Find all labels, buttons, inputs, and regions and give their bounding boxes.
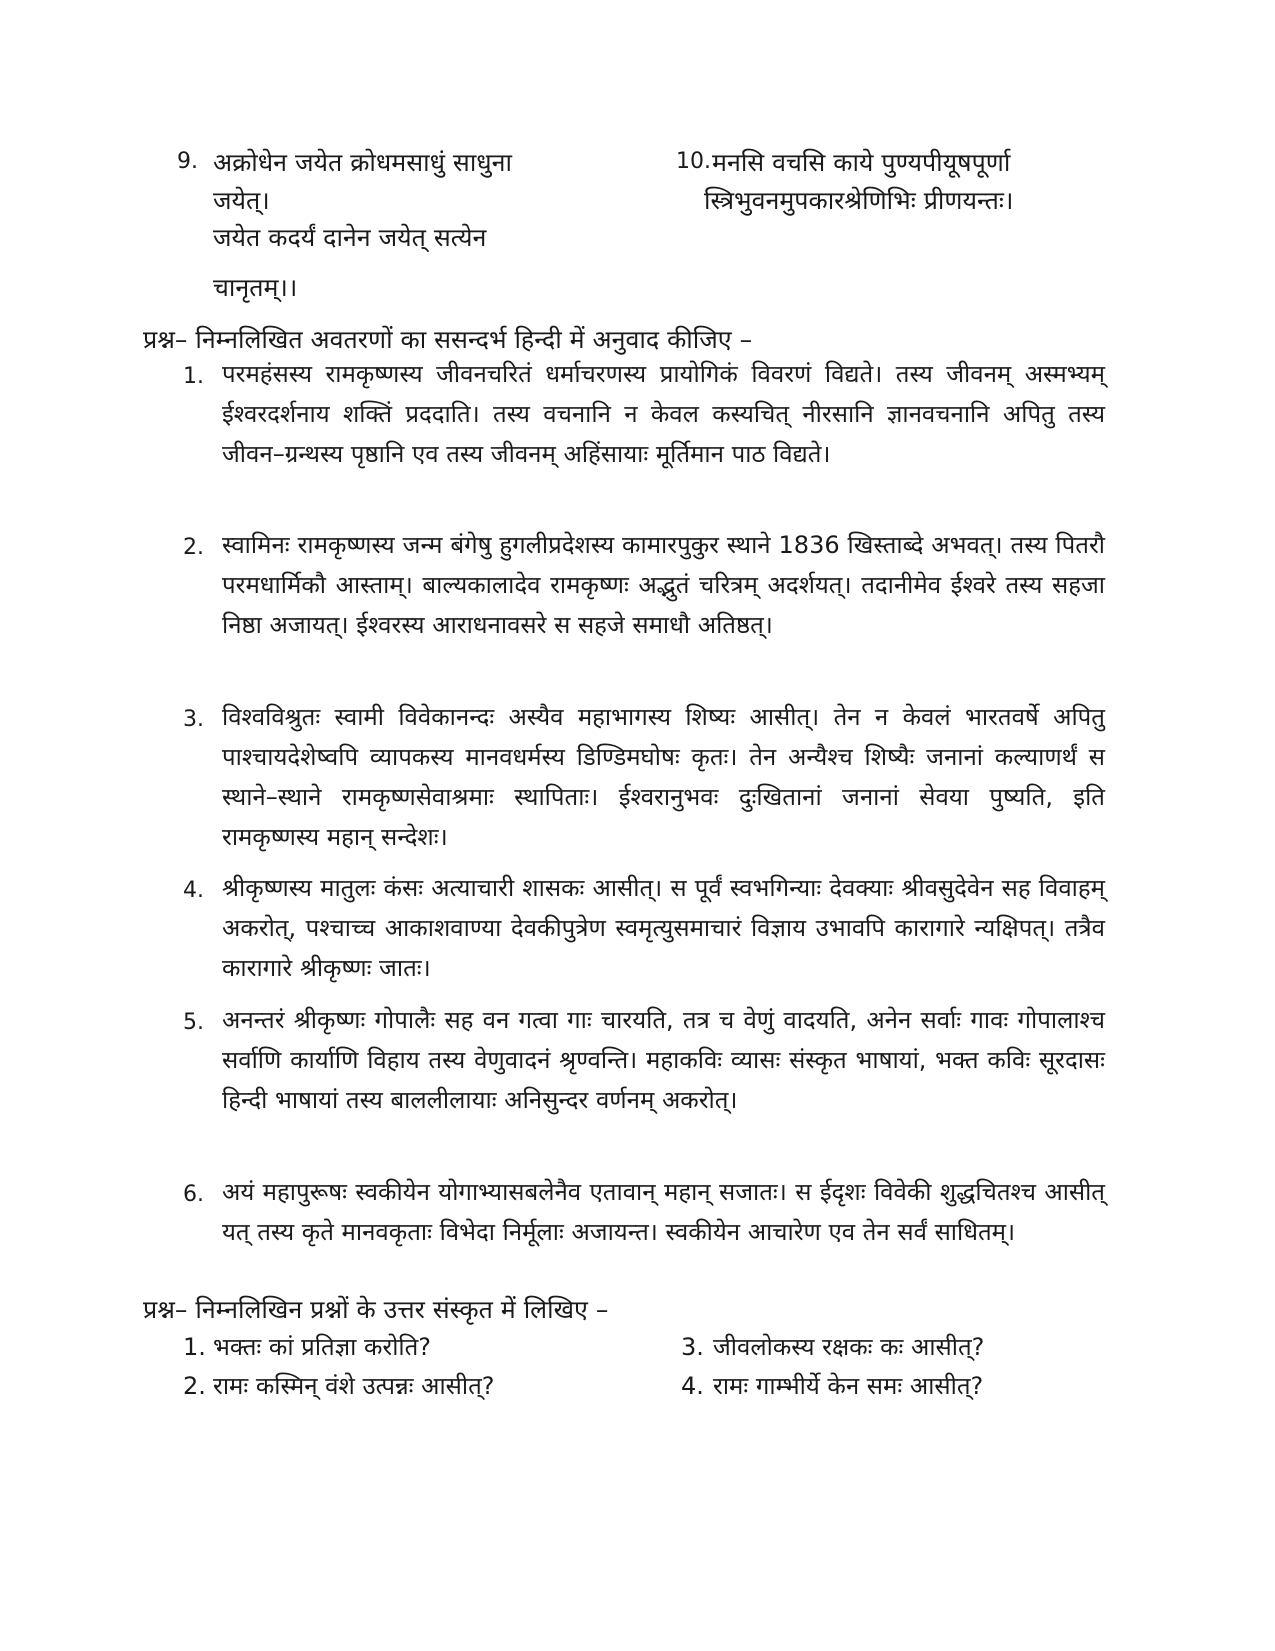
passage-text: अनन्तरं श्रीकृष्णः गोपालैः सह वन गत्वा गाः चारयति, तत्र च वेणुं वादयति, अनेन सर्वाः गावः गोपालाश्च सर्वाणि कार्याणि विहाय तस्य वेणुवादनं श्रृण्वन्ति। महाकविः व्यासः संस्कृत भाषायां, भक्त कविः सूरदासः हिन्दी भाषायां तस्य बाललीलायाः अनिसुन्दर वर्णनम् अकरोत्। xyxy=(222,1006,1105,1114)
passage-number: 5. xyxy=(183,1010,204,1035)
short-question-number: 3. xyxy=(681,1333,704,1361)
question-heading: प्रश्न– निम्नलिखिन प्रश्नों के उत्तर संस्कृत में लिखिए – xyxy=(143,1295,609,1324)
verse-number: 9. xyxy=(177,149,198,174)
verse-number: 10. xyxy=(676,149,711,174)
passage-number: 4. xyxy=(183,878,204,903)
verse-line: स्त्रिभुवनमुपकारश्रेणिभिः प्रीणयन्तः। xyxy=(704,186,1014,215)
short-question-text: भक्तः कां प्रतिज्ञा करोति? xyxy=(213,1333,432,1361)
short-question-number: 2. xyxy=(183,1372,206,1400)
short-question-text: रामः गाम्भीर्ये केन समः आसीत्? xyxy=(713,1372,984,1400)
verse-line: जयेत्। xyxy=(213,186,270,215)
verse-line: अक्रोधेन जयेत क्रोधमसाधुं साधुना xyxy=(213,148,513,177)
passage-number: 2. xyxy=(183,535,204,560)
passage-number: 3. xyxy=(183,707,204,732)
verse-line: मनसि वचसि काये पुण्यपीयूषपूर्णा xyxy=(712,148,1011,177)
passage-text: अयं महापुरूषः स्वकीयेन योगाभ्यासबलेनैव एतावान् महान् सजातः। स ईदृशः विवेकी शुद्धचितश्च आसीत् यत् तस्य कृते मानवकृताः विभेदा निर्मूलाः अजायन्त। स्वकीयेन आचारेण एव तेन सर्वं साधितम्। xyxy=(222,1178,1105,1246)
passage-text: परमहंसस्य रामकृष्णस्य जीवनचरितं धर्माचरणस्य प्रायोगिकं विवरणं विद्यते। तस्य जीवनम् अस्मभ्यम् ईश्वरदर्शनाय शक्तिं प्रददाति। तस्य वचनानि न केवल कस्यचित् नीरसानि ज्ञानवचनानि अपितु तस्य जीवन–ग्रन्थस्य पृष्ठानि एव तस्य जीवनम् अहिंसायाः मूर्तिमान पाठ विद्यते। xyxy=(222,360,1105,468)
verse-line: चानृतम्।। xyxy=(213,273,298,302)
short-question-text: जीवलोकस्य रक्षकः कः आसीत्? xyxy=(713,1333,985,1361)
passage-number: 6. xyxy=(183,1182,204,1207)
question-heading: प्रश्न– निम्नलिखित अवतरणों का ससन्दर्भ हिन्दी में अनुवाद कीजिए – xyxy=(143,325,753,354)
short-question-text: रामः कस्मिन् वंशे उत्पन्नः आसीत्? xyxy=(213,1372,495,1400)
passage-text: श्रीकृष्णस्य मातुलः कंसः अत्याचारी शासकः आसीत्। स पूर्वं स्वभगिन्याः देवक्याः श्रीवसुदेवेन सह विवाहम् अकरोत्, पश्चाच्च आकाशवाण्या देवकीपुत्रेण स्वमृत्युसमाचारं विज्ञाय उभावपि कारागारे न्यक्षिपत्। तत्रैव कारागारे श्रीकृष्णः जातः। xyxy=(222,874,1105,982)
passage-number: 1. xyxy=(183,364,204,389)
passage-text: विश्वविश्रुतः स्वामी विवेकानन्दः अस्यैव महाभागस्य शिष्यः आसीत्। तेन न केवलं भारतवर्षे अपितु पाश्चायदेशेष्वपि व्यापकस्य मानवधर्मस्य डिण्डिमघोषः कृतः। तेन अन्यैश्च शिष्यैः जनानां कल्याणर्थं स स्थाने–स्थाने रामकृष्णसेवाश्रमाः स्थापिताः। ईश्वरानुभवः दुःखितानां जनानां सेवया पुष्यति, इति रामकृष्णस्य महान् सन्देशः। xyxy=(222,703,1105,851)
short-question-number: 1. xyxy=(183,1333,206,1361)
short-question-number: 4. xyxy=(681,1372,704,1400)
passage-text: स्वामिनः रामकृष्णस्य जन्म बंगेषु हुगलीप्रदेशस्य कामारपुकुर स्थाने 1836 खिस्ताब्दे अभवत्। तस्य पितरौ परमधार्मिकौ आस्ताम्। बाल्यकालादेव रामकृष्णः अद्भुतं चरित्रम् अदर्शयत्। तदानीमेव ईश्वरे तस्य सहजा निष्ठा अजायत्। ईश्वरस्य आराधनावसरे स सहजे समाधौ अतिष्ठत्। xyxy=(222,531,1105,639)
verse-line: जयेत कदर्यं दानेन जयेत् सत्येन xyxy=(213,223,487,252)
